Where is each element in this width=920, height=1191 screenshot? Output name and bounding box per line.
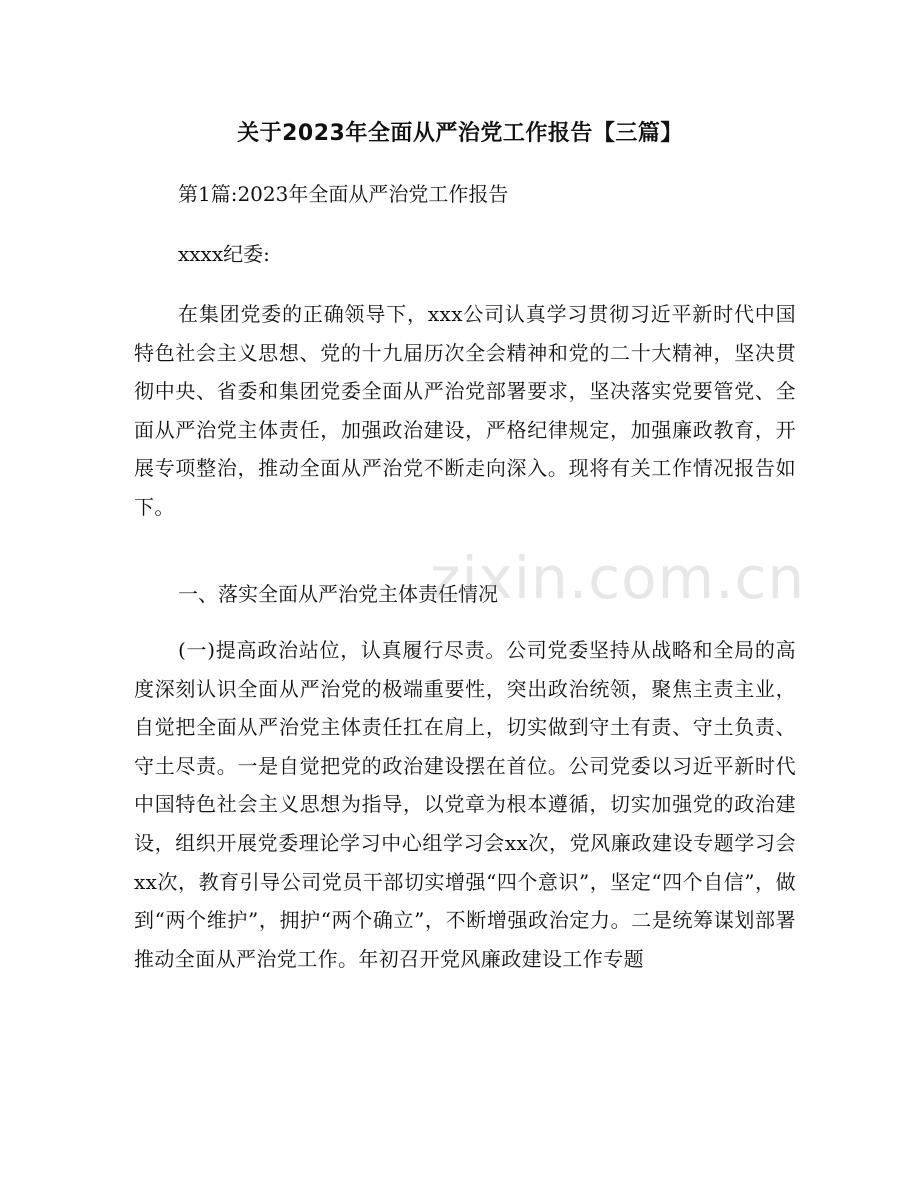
section-heading: 一、落实全面从严治党主体责任情况 <box>178 582 498 606</box>
watermark: zixin.com.cn <box>430 544 806 612</box>
intro-paragraph: 在集团党委的正确领导下，xxx公司认真学习贯彻习近平新时代中国特色社会主义思想、党的十九届历次全会精神和党的二十大精神，坚决贯彻中央、省委和集团党委全面从严治党部署要求，坚决落实党要管党、全面从严治党主体责任，加强政治建设，严格纪律规定，加强廉政教育，开展专项整治，推动全面从严治党不断走向深入。现将有关工作情况报告如下。 <box>134 302 796 519</box>
document-title: 关于2023年全面从严治党工作报告【三篇】 <box>237 121 683 146</box>
salutation: xxxx纪委: <box>178 242 270 266</box>
chapter-heading: 第1篇:2023年全面从严治党工作报告 <box>178 182 509 206</box>
section-paragraph: (一)提高政治站位，认真履行尽责。公司党委坚持从战略和全局的高度深刻认识全面从严治党的极端重要性，突出政治统领，聚焦主责主业，自觉把全面从严治党主体责任扛在肩上，切实做到守土有责、守土负责、守土尽责。一是自觉把党的政治建设摆在首位。公司党委以习近平新时代中国特色社会主义思想为指导，以党章为根本遵循，切实加强党的政治建设，组织开展党委理论学习中心组学习会xx次，党风廉政建设专题学习会xx次，教育引导公司党员干部切实增强“四个意识”，坚定“四个自信”，做到“两个维护”，拥护“两个确立”，不断增强政治定力。二是统筹谋划部署推动全面从严治党工作。年初召开党风廉政建设工作专题 <box>134 638 796 971</box>
